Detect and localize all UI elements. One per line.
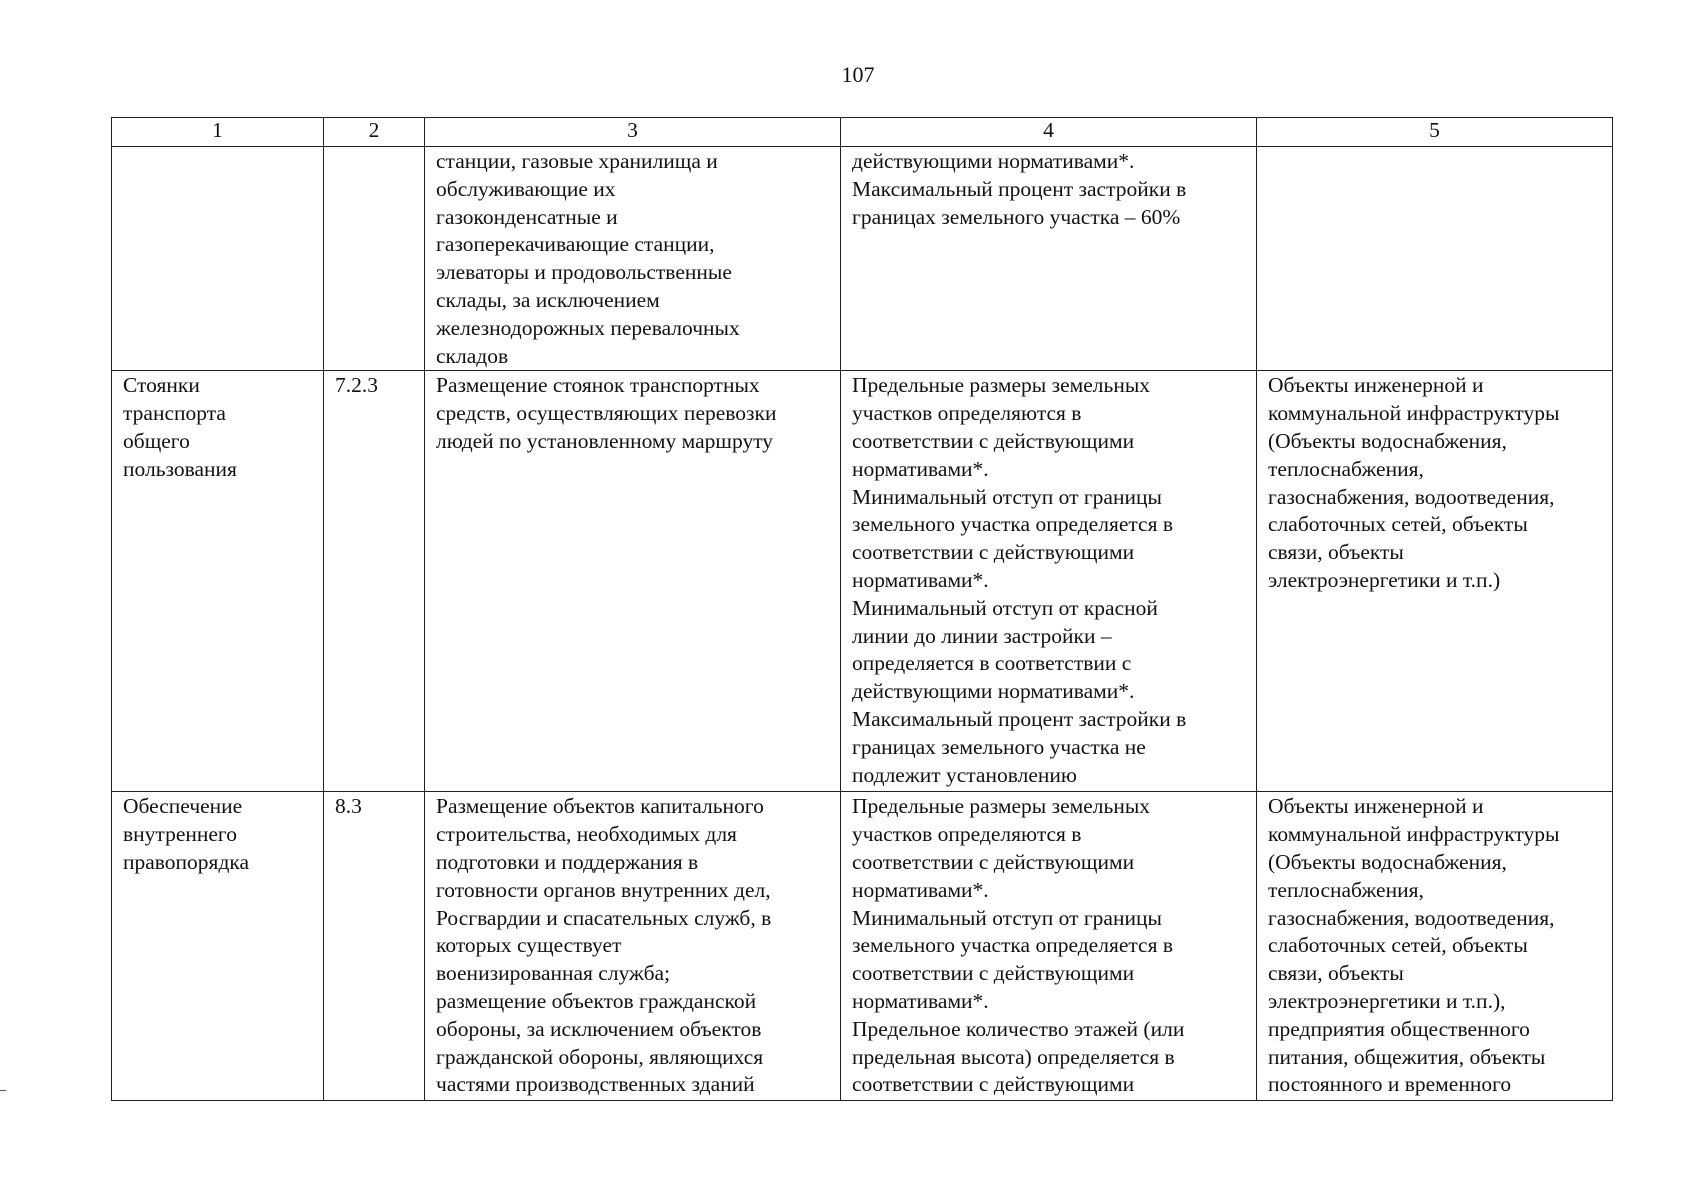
cell-text-line: нормативами*. <box>852 988 989 1013</box>
use-name-cell <box>112 371 324 792</box>
cell-text-line: связи, объекты <box>1268 961 1404 986</box>
cell-text-line: электроэнергетики и т.п.), <box>1268 988 1506 1013</box>
cell-text-line: Предельное количество этажей (или <box>852 1016 1185 1041</box>
scan-edge-mark <box>0 1090 6 1091</box>
cell-text-line: которых существует <box>436 933 622 958</box>
cell-text-line: участков определяются в <box>852 822 1082 847</box>
cell-text-line: (Объекты водоснабжения, <box>1268 428 1507 453</box>
description-cell <box>425 792 841 1101</box>
cell-text-line: газоснабжения, водоотведения, <box>1268 484 1555 509</box>
cell-text-line: нормативами*. <box>852 456 989 481</box>
cell-text-line: Минимальный отступ от границы <box>852 905 1162 930</box>
parameters-cell <box>841 792 1257 1101</box>
cell-text-line: действующими нормативами*. <box>852 679 1135 704</box>
cell-text-line: Росгвардии и спасательных служб, в <box>436 905 772 930</box>
cell-text-line: пользования <box>123 456 237 481</box>
cell-text-line: земельного участка определяется в <box>852 512 1173 537</box>
cell-text-line: теплоснабжения, <box>1268 456 1424 481</box>
cell-text-line: линии до линии застройки – <box>852 623 1112 648</box>
cell-text-line: частями производственных зданий <box>436 1072 755 1097</box>
cell-text-line: транспорта <box>123 401 226 426</box>
parameters-cell <box>841 147 1257 371</box>
cell-text-line: соответствии с действующими <box>852 1072 1135 1097</box>
auxiliary-uses-cell <box>1257 147 1613 371</box>
cell-text-line: границах земельного участка не <box>852 734 1146 759</box>
cell-text-line: соответствии с действующими <box>852 961 1135 986</box>
cell-text-line: складов <box>436 343 509 368</box>
code-cell <box>324 147 425 371</box>
description-cell <box>425 371 841 792</box>
cell-text-line: общего <box>123 428 190 453</box>
cell-text-line: определяется в соответствии с <box>852 651 1132 676</box>
description-cell <box>425 147 841 371</box>
cell-text-line: Минимальный отступ от границы <box>852 484 1162 509</box>
cell-text-line: правопорядка <box>123 849 250 874</box>
zoning-table <box>111 117 1613 1101</box>
cell-text-line: слаботочных сетей, объекты <box>1268 512 1528 537</box>
cell-text-line: соответствии с действующими <box>852 540 1135 565</box>
cell-text-line: нормативами*. <box>852 877 989 902</box>
table-row <box>112 792 1613 1101</box>
cell-text-line: связи, объекты <box>1268 540 1404 565</box>
cell-text-line: подлежит установлению <box>852 762 1077 787</box>
cell-text-line: газоперекачивающие станции, <box>436 232 715 257</box>
cell-text-line: Объекты инженерной и <box>1268 373 1484 398</box>
cell-text-line: размещение объектов гражданской <box>436 988 757 1013</box>
cell-text-line: действующими нормативами*. <box>852 149 1135 173</box>
cell-text-line: постоянного и временного <box>1268 1072 1512 1097</box>
code-cell: 8.3 <box>324 792 425 1101</box>
use-name-cell <box>112 147 324 371</box>
cell-text-line: гражданской обороны, являющихся <box>436 1044 764 1069</box>
cell-text-line: нормативами*. <box>852 567 989 592</box>
cell-text-line: готовности органов внутренних дел, <box>436 877 771 902</box>
cell-text-line: газоснабжения, водоотведения, <box>1268 905 1555 930</box>
parameters-cell <box>841 371 1257 792</box>
column-header: 5 <box>1257 118 1613 147</box>
cell-text-line: военизированная служба; <box>436 961 671 986</box>
cell-text-line: подготовки и поддержания в <box>436 849 699 874</box>
cell-text-line: железнодорожных перевалочных <box>436 315 740 340</box>
column-header: 1 <box>112 118 324 147</box>
cell-text-line: предельная высота) определяется в <box>852 1044 1175 1069</box>
cell-text-line: соответствии с действующими <box>852 849 1135 874</box>
cell-text-line: Обеспечение <box>123 794 243 819</box>
cell-text-line: Размещение стоянок транспортных <box>436 373 760 398</box>
table-row <box>112 371 1613 792</box>
use-name-cell <box>112 792 324 1101</box>
column-header: 3 <box>425 118 841 147</box>
cell-text-line: строительства, необходимых для <box>436 822 737 847</box>
cell-text-line: людей по установленному маршруту <box>436 428 774 453</box>
cell-text-line: Объекты инженерной и <box>1268 794 1484 819</box>
cell-text-line: соответствии с действующими <box>852 428 1135 453</box>
table-header-row <box>112 118 1613 147</box>
cell-text-line: земельного участка определяется в <box>852 933 1173 958</box>
cell-text-line: средств, осуществляющих перевозки <box>436 401 777 426</box>
cell-text-line: границах земельного участка – 60% <box>852 204 1181 229</box>
cell-text-line: элеваторы и продовольственные <box>436 260 732 285</box>
cell-text-line: газоконденсатные и <box>436 204 618 229</box>
auxiliary-uses-cell <box>1257 792 1613 1101</box>
cell-text-line: коммунальной инфраструктуры <box>1268 822 1560 847</box>
cell-text-line: коммунальной инфраструктуры <box>1268 401 1560 426</box>
cell-text-line: электроэнергетики и т.п.) <box>1268 567 1501 592</box>
cell-text-line: (Объекты водоснабжения, <box>1268 849 1507 874</box>
code-cell: 7.2.3 <box>324 371 425 792</box>
cell-text-line: обороны, за исключением объектов <box>436 1016 762 1041</box>
page-number: 107 <box>841 62 875 87</box>
column-header: 4 <box>841 118 1257 147</box>
cell-text-line: теплоснабжения, <box>1268 877 1424 902</box>
cell-text-line: Размещение объектов капитального <box>436 794 764 819</box>
cell-text-line: участков определяются в <box>852 401 1082 426</box>
cell-text-line: Минимальный отступ от красной <box>852 595 1158 620</box>
auxiliary-uses-cell <box>1257 371 1613 792</box>
cell-text-line: предприятия общественного <box>1268 1016 1530 1041</box>
cell-text-line: Предельные размеры земельных <box>852 373 1151 398</box>
cell-text-line: склады, за исключением <box>436 287 660 312</box>
cell-text-line: слаботочных сетей, объекты <box>1268 933 1528 958</box>
cell-text-line: питания, общежития, объекты <box>1268 1044 1546 1069</box>
cell-text-line: Максимальный процент застройки в <box>852 176 1187 201</box>
cell-text-line: Стоянки <box>123 373 200 398</box>
cell-text-line: внутреннего <box>123 822 237 847</box>
table-row <box>112 147 1613 371</box>
cell-text-line: станции, газовые хранилища и <box>436 149 718 173</box>
cell-text-line: обслуживающие их <box>436 176 616 201</box>
column-header: 2 <box>324 118 425 147</box>
cell-text-line: Максимальный процент застройки в <box>852 706 1187 731</box>
cell-text-line: Предельные размеры земельных <box>852 794 1151 819</box>
